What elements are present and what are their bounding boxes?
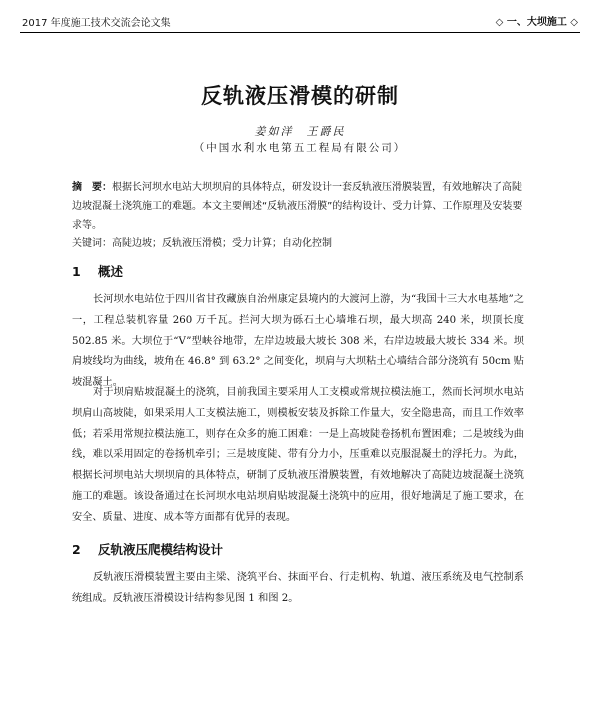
affiliation: （中国水利水电第五工程局有限公司） <box>193 142 407 154</box>
section-title: 反轨液压爬模结构设计 <box>98 542 224 557</box>
authors: 姜如洋 王爵民 <box>254 125 346 138</box>
abstract <box>72 178 524 235</box>
paper-title: 反轨液压滑模的研制 <box>201 84 399 108</box>
paragraph: 对于坝肩贴坡混凝土的浇筑，目前我国主要采用人工支模或常规拉模法施工，然而长河坝水电站坝肩山高坡陡，如果采用人工支模法施工，则模板安装及拆除工作量大，安全隐患高，而且工作效率低；若采用常规拉模法施工，则存在众多的施工困难：一是上高坡陡卷扬机布置困难；二是坡线为曲线，难以采用固定的卷扬机牵引；三是坡度陡、带有分力小，压重难以克服混凝土的浮托力。为此，根据长河坝电站大坝坝肩的具体特点，研制了反轨液压滑膜装置，有效地解决了高陡边坡混凝土浇筑施工的难题。该设备通过在长河坝水电站坝肩贴坡混凝土浇筑中的应用，很好地满足了施工要求，在安全、质量、进度、成本等方面都有优异的表现。 <box>72 387 524 523</box>
running-header-right: ◇ 一、大坝施工 ◇ <box>495 17 578 28</box>
abstract-label: 摘 要： <box>72 182 112 193</box>
running-header-left: 2017 年度施工技术交流会论文集 <box>22 18 171 29</box>
section-title: 概述 <box>98 264 124 279</box>
keywords <box>72 234 524 249</box>
keywords-label: 关键词： <box>72 238 112 249</box>
section-number: 2 <box>72 542 81 557</box>
header-rule <box>20 32 580 33</box>
section-heading-1 <box>72 262 123 280</box>
paragraph: 反轨液压滑模装置主要由主梁、浇筑平台、抹面平台、行走机构、轨道、液压系统及电气控制系统组成。反轨液压滑模设计结构参见图 1 和图 2。 <box>72 572 524 604</box>
paragraph: 长河坝水电站位于四川省甘孜藏族自治州康定县境内的大渡河上游，为“我国十三大水电基地”之一，工程总装机容量 260 万千瓦。拦河大坝为砾石土心墙堆石坝，最大坝高 240 米，坝顶长度 502.85 米。大坝位于“V”型峡谷地带，左岸边坡最大坡长 308 米，右岸边坡最大坡长 334 米。坝肩坡线均为曲线，坡角在 46.8° 到 63.2° 之间变化，坝肩与大坝粘土心墙结合部分浇筑有 50cm 贴坡混凝土。 <box>72 294 524 389</box>
keywords-text: 高陡边坡；反轨液压滑模；受力计算；自动化控制 <box>112 238 332 249</box>
abstract-text: 根据长河坝水电站大坝坝肩的具体特点，研发设计一套反轨液压滑膜装置，有效地解决了高陡边坡混凝土浇筑施工的难题。本文主要阐述“反轨液压滑膜”的结构设计、受力计算、工作原理及安装要求等。 <box>72 182 523 231</box>
section-number: 1 <box>72 264 81 279</box>
section-heading-2 <box>72 540 223 558</box>
